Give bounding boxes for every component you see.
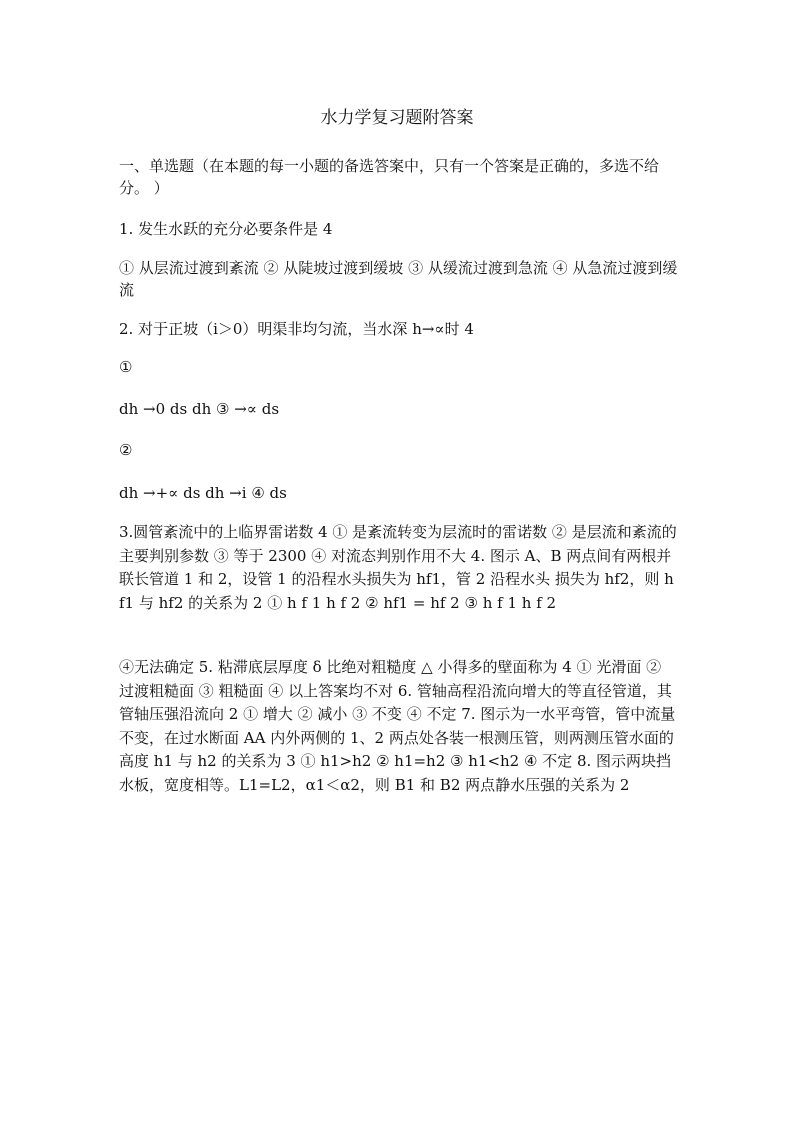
document-title: 水力学复习题附答案 bbox=[320, 108, 474, 128]
question-2-formula-2: dh →+∝ ds dh →i ④ ds bbox=[119, 484, 287, 502]
section-heading: 一、单选题（在本题的每一小题的备选答案中，只有一个答案是正确的，多选不给分。 ） bbox=[119, 157, 660, 197]
question-1-options: ① 从层流过渡到紊流 ② 从陡坡过渡到缓坡 ③ 从缓流过渡到急流 ④ 从急流过渡到缓流 bbox=[119, 259, 678, 299]
question-2-formula-1: dh →0 ds dh ③ →∝ ds bbox=[119, 400, 280, 418]
questions-3-4: 3.圆管紊流中的上临界雷诺数 4 ① 是紊流转变为层流时的雷诺数 ② 是层流和紊流的主要判别参数 ③ 等于 2300 ④ 对流态判别作用不大 4. 图示 A、B 两点间有两根并联长管道 1 和 2，设管 1 的沿程水头损失为 hf1，管 2 沿程水头 损失为 hf2，则 hf1 与 hf2 的关系为 2 ① h f 1 h f 2 ② hf1 = hf 2 ③ h f 1 h f 2 bbox=[119, 523, 677, 612]
question-1: 1. 发生水跃的充分必要条件是 4 bbox=[119, 220, 333, 238]
question-2-option-marker-1: ① bbox=[119, 358, 133, 376]
question-2: 2. 对于正坡（i＞0）明渠非均匀流，当水深 h→∝时 4 bbox=[119, 320, 474, 338]
question-2-option-marker-2: ② bbox=[119, 441, 133, 459]
questions-5-8: ④无法确定 5. 粘滞底层厚度 δ 比绝对粗糙度 △ 小得多的壁面称为 4 ① 光滑面 ② 过渡粗糙面 ③ 粗糙面 ④ 以上答案均不对 6. 管轴高程沿流向增大的等直径管道，其管轴压强沿流向 2 ① 增大 ② 减小 ③ 不变 ④ 不定 7. 图示为一水平弯管，管中流量不变，在过水断面 AA 内外两侧的 1、2 两点处各装一根测压管，则两测压管水面的高度 h1 与 h2 的关系为 3 ① h1>h2 ② h1=h2 ③ h1<h2 ④ 不定 8. 图示两块挡水板，宽度相等。L1=L2，α1＜α2，则 B1 和 B2 两点静水压强的关系为 2 bbox=[119, 658, 676, 794]
